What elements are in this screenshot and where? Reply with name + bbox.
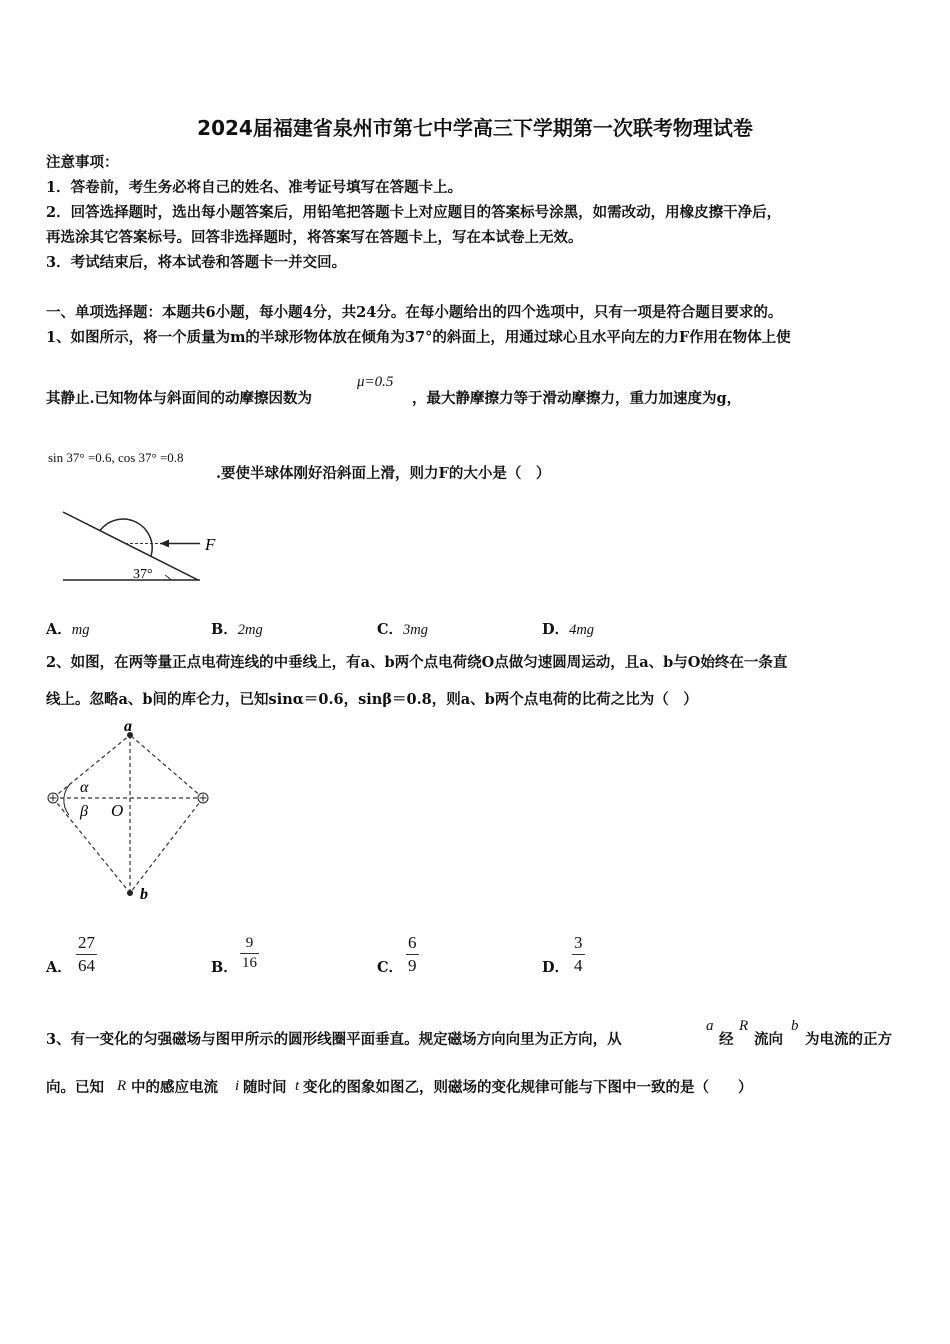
section-1-heading: 一、单项选择题：本题共6小题，每小题4分，共24分。在每小题给出的四个选项中，只有一项是符合题目要求的。: [46, 304, 783, 321]
q3-stem-line1-part2: 经: [719, 1031, 734, 1048]
q2-option-b-fraction: 9 16: [242, 935, 257, 971]
q2-option-d-letter: D．: [542, 959, 570, 976]
notice-item-1: 1．答卷前，考生务必将自己的姓名、准考证号填写在答题卡上。: [46, 179, 463, 196]
incline-line: [63, 512, 198, 580]
q3-stem-line2-part4: 变化的图象如图乙，则磁场的变化规律可能与下图中一致的是（ ）: [303, 1079, 753, 1096]
q2-option-c-letter: C．: [377, 959, 404, 976]
label-O: O: [111, 801, 124, 820]
label-b: b: [140, 886, 148, 903]
q2-stem-line2: 线上。忽略a、b间的库仑力，已知sinα＝0.6，sinβ＝0.8，则a、b两个点电荷的比荷之比为（ ）: [46, 691, 698, 708]
q1-trig-values: sin 37° =0.6, cos 37° =0.8: [48, 450, 184, 465]
charge-b-dot: [127, 890, 133, 896]
angle-label: 37°: [133, 567, 153, 582]
q1-option-a: A．mg: [46, 621, 90, 638]
notice-item-2-line1: 2．回答选择题时，选出每小题答案后，用铅笔把答题卡上对应题目的答案标号涂黑，如需改动，用橡皮擦干净后，: [46, 204, 782, 221]
force-label-F: F: [205, 535, 216, 554]
q3-stem-line2-part2: 中的感应电流: [131, 1079, 218, 1096]
q3-stem-line1-part1: 3、有一变化的匀强磁场与图甲所示的圆形线圈平面垂直。规定磁场方向向里为正方向，从: [46, 1031, 622, 1048]
q3-stem-line2-part1: 向。已知: [46, 1079, 104, 1096]
q3-symbol-R: R: [739, 1018, 749, 1034]
notice-item-3: 3．考试结束后，将本试卷和答题卡一并交回。: [46, 254, 347, 271]
label-a: a: [124, 718, 132, 735]
q3-stem-line1-part3: 流向: [754, 1031, 783, 1048]
q3-symbol-i: i: [235, 1078, 240, 1094]
q1-mu-formula: μ=0.5: [357, 374, 394, 390]
q1-option-d: D．4mg: [542, 621, 595, 638]
notice-item-2-line2: 再选涂其它答案标号。回答非选择题时，将答案写在答题卡上，写在本试卷上无效。: [46, 229, 583, 246]
q3-stem-line2-part3: 随时间: [243, 1079, 287, 1096]
q3-symbol-R2: R: [117, 1078, 127, 1094]
force-arrowhead: [160, 540, 169, 548]
label-beta: β: [80, 803, 88, 820]
q2-option-d-fraction: 3 4: [574, 933, 583, 975]
q1-stem-line3: .要使半球体刚好沿斜面上滑，则力F的大小是（ ）: [216, 465, 551, 482]
q1-incline-figure: [55, 500, 235, 590]
label-alpha: α: [80, 779, 89, 796]
q2-option-b-letter: B．: [211, 959, 238, 976]
q1-stem-line2-end: ，最大静摩擦力等于滑动摩擦力，重力加速度为g，: [412, 390, 742, 407]
q1-option-c: C．3mg: [377, 621, 429, 638]
q1-stem-line1: 1、如图所示，将一个质量为m的半球形物体放在倾角为37°的斜面上，用通过球心且水平向左的力F作用在物体上使: [46, 329, 791, 346]
q3-symbol-b: b: [791, 1018, 799, 1034]
q2-option-a-letter: A．: [46, 959, 72, 976]
q2-option-c-fraction: 6 9: [408, 933, 417, 975]
page-title: 2024届福建省泉州市第七中学高三下学期第一次联考物理试卷: [197, 116, 753, 140]
q1-stem-line2-start: 其静止.已知物体与斜面间的动摩擦因数为: [46, 390, 313, 407]
q2-charges-figure: [40, 715, 230, 910]
q1-option-b: B．2mg: [211, 621, 263, 638]
hemisphere-arc: [100, 519, 152, 556]
q3-symbol-t: t: [295, 1078, 300, 1094]
q3-symbol-a: a: [706, 1018, 714, 1034]
q2-option-a-fraction: 27 64: [78, 933, 95, 975]
notice-heading: 注意事项：: [46, 154, 119, 171]
q3-stem-line1-part4: 为电流的正方: [805, 1031, 892, 1048]
q2-stem-line1: 2、如图，在两等量正点电荷连线的中垂线上，有a、b两个点电荷绕O点做匀速圆周运动，且a、b与O始终在一条直: [46, 654, 788, 671]
